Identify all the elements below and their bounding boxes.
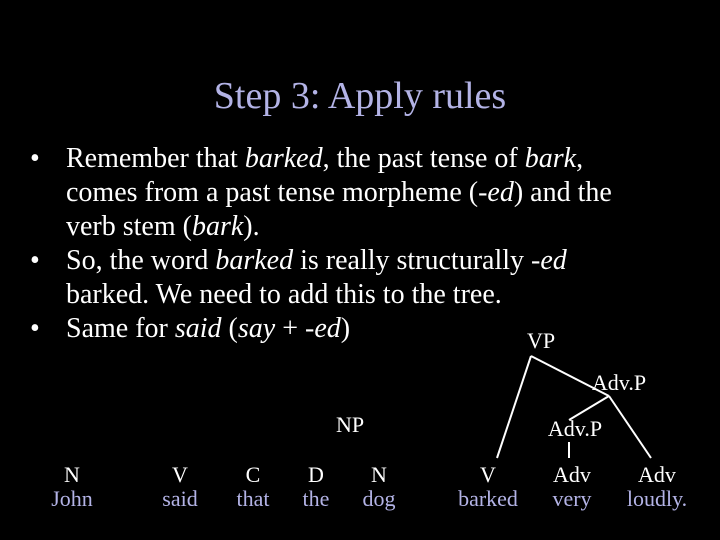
terminal-word: dog <box>362 486 396 511</box>
text: is really structurally <box>293 245 532 276</box>
terminal-word: the <box>302 486 330 511</box>
terminal-word: loudly. <box>626 486 688 511</box>
text: , the past tense of <box>322 143 525 174</box>
italic-text: barked <box>215 245 294 276</box>
italic-text: bark <box>191 211 244 242</box>
terminal-category: Adv <box>638 462 676 487</box>
text: So, the word <box>66 245 216 276</box>
text: ( <box>221 313 238 344</box>
terminal-word: that <box>236 486 270 511</box>
branch-advp-adv <box>609 396 651 458</box>
terminal-category: C <box>245 462 261 487</box>
text: barked. We need to add this to the tree. <box>66 279 502 310</box>
node-advp-upper: Adv.P <box>591 370 647 395</box>
bullet-dot-icon: • <box>30 143 40 174</box>
italic-text: say <box>237 313 276 344</box>
terminal-category: N <box>64 462 80 487</box>
terminal-word: very <box>552 486 592 511</box>
text: comes from a past tense morpheme ( <box>66 177 479 208</box>
italic-text: bark <box>524 143 577 174</box>
text: Same for <box>66 313 175 344</box>
terminal-category: D <box>308 462 324 487</box>
terminal-word: John <box>51 486 93 511</box>
terminal-category: Adv <box>553 462 591 487</box>
text: ) <box>340 313 351 344</box>
text: ) and the <box>513 177 612 208</box>
terminal-word: barked <box>458 486 518 511</box>
bullet-dot-icon: • <box>30 245 40 276</box>
italic-text: -ed <box>478 177 514 208</box>
terminal-category: V <box>480 462 496 487</box>
italic-text: -ed <box>531 245 567 276</box>
node-np: NP <box>335 412 365 437</box>
terminal-word: said <box>162 486 198 511</box>
node-vp: VP <box>526 328 556 353</box>
terminal-category: N <box>371 462 387 487</box>
branch-vp-v <box>497 356 531 458</box>
italic-text: barked <box>244 143 323 174</box>
text: verb stem ( <box>66 211 192 242</box>
italic-text: said <box>174 313 222 344</box>
text: Remember that <box>66 143 245 174</box>
italic-text: -ed <box>305 313 341 344</box>
node-advp-lower: Adv.P <box>547 416 603 441</box>
bullet-dot-icon: • <box>30 313 40 344</box>
text: ). <box>243 211 260 242</box>
terminal-category: V <box>172 462 188 487</box>
slide-title: Step 3: Apply rules <box>213 75 507 117</box>
text: , <box>576 143 584 174</box>
text: + <box>275 313 305 344</box>
